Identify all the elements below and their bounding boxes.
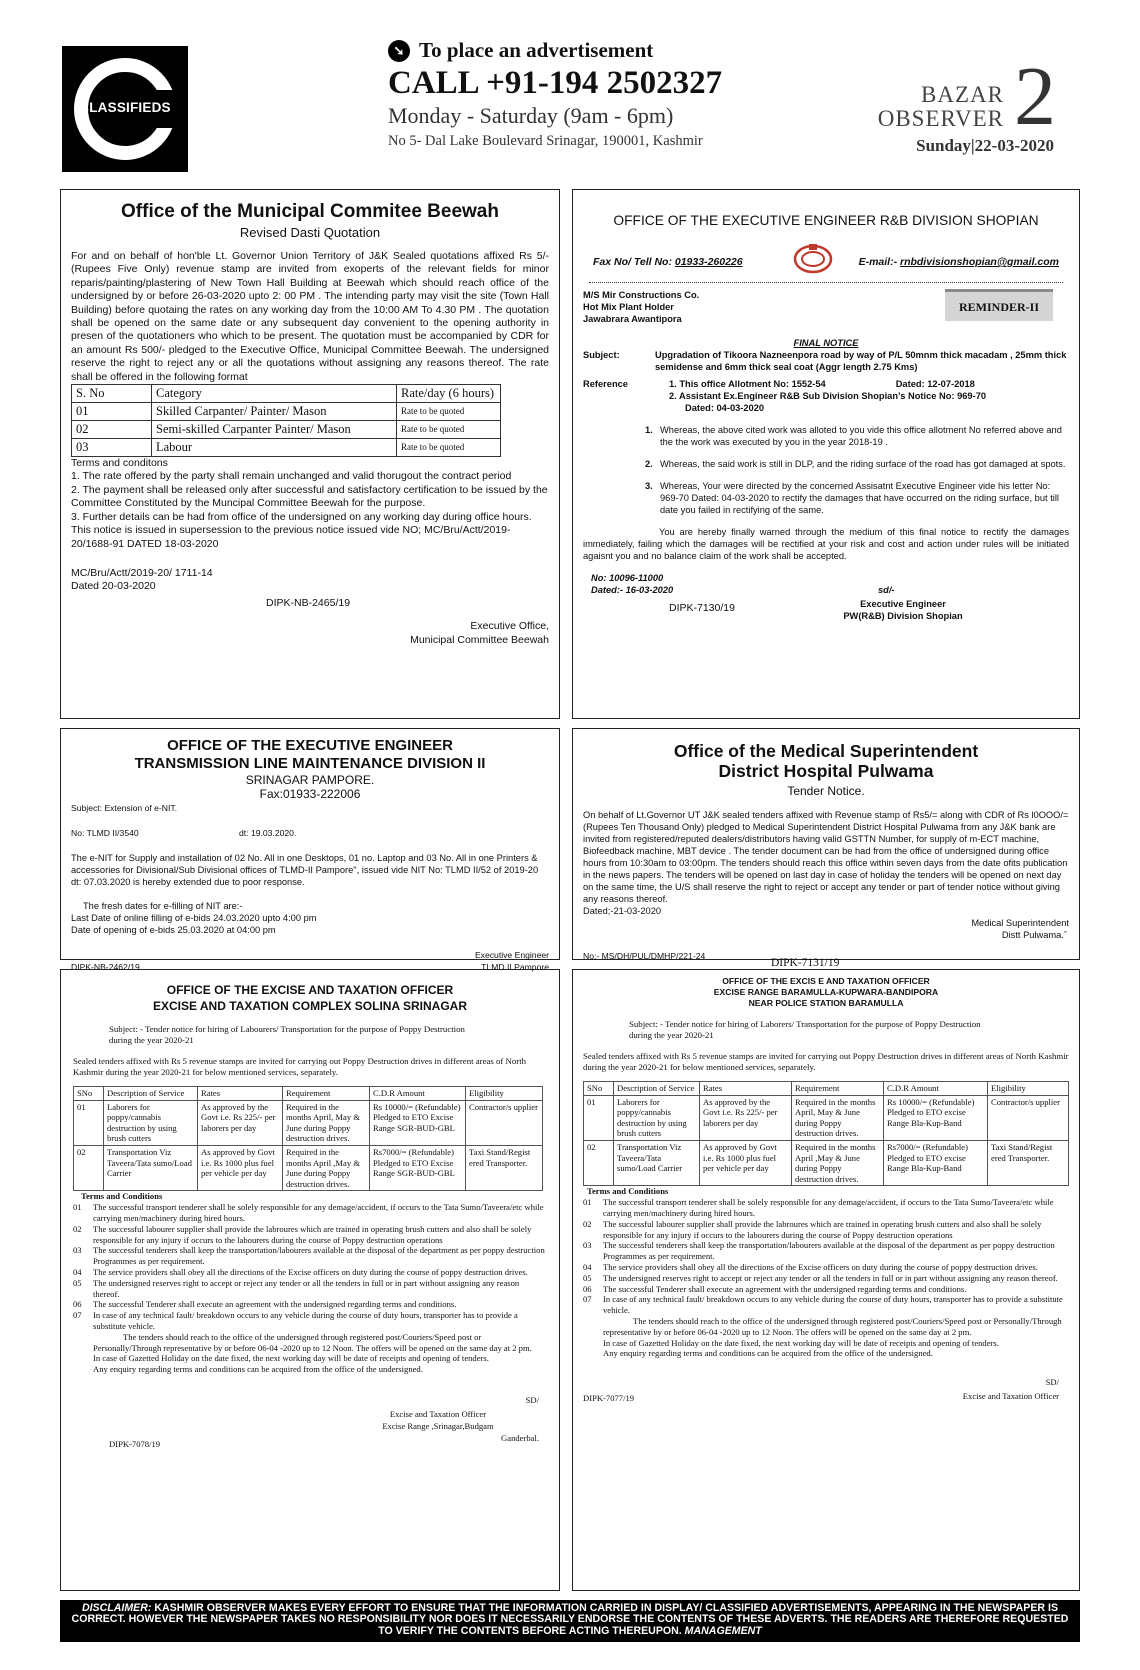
terms-block (73, 1191, 547, 1375)
sign-block (73, 1383, 547, 1459)
masthead (877, 50, 1070, 162)
cell: Required in the months April, May & June during Poppy destruction drives. (283, 1100, 370, 1145)
masthead-bazar: BAZAR (921, 82, 1004, 107)
ad-body: For and on behalf of hon'ble Lt. Governor Union Territory of J&K Sealed quotations affixed Rs 5/- (Rupees Five Only) revenue stamp are invited from exoperts of the relevant fields for minor reparis/painting/plastering of New Town Hall Building at Beewah which should reach office of the undersigned by or before 26-03-2020 upto 2: 00 PM . The intending party may visit the site (Town Hall Building) before quotaing the rates on any working day from the 10:00 AM To 4.30 PM . The quotation shall be opened on the same date or any subsequent day convenient to the opening authority in presen of the quotationers who which to be present. The quotation must be accompanied by CDR for an amount Rs 500/- pledged to the Executive Office, Municipal Committee Beewah. The undersigned reserve the right to reject any or all the quotations without assigning any reasons thereof. The rate shall be offered in the following format (71, 250, 549, 383)
terms-item (73, 1278, 547, 1300)
ref-number: No: TLMD II/3540 (71, 828, 139, 838)
final-warning: You are hereby finally warned through the medium of this final notice to rectify the damages immediately, failing which the damages will be rectified at your risk and cost and action under rules will be initiated agaisnt you and no balance claim of the work shall be accepted. (583, 527, 1069, 561)
terms-item (583, 1273, 1069, 1284)
col-header: Requirement (792, 1082, 884, 1096)
item-number: 03 (73, 1245, 82, 1256)
whereas-item (645, 424, 1069, 448)
terms-item (73, 1224, 547, 1246)
signatory-office: PW(R&B) Division Shopian (843, 611, 963, 621)
item-number: 01 (583, 1197, 592, 1208)
ad-title: OFFICE OF THE EXCISE AND TAXATION OFFICER (166, 983, 454, 997)
reference-item: 2. Assistant Ex.Engineer R&B Sub Division Shopian’s Notice No: 969-70 (669, 391, 987, 401)
item-number: 07 (73, 1310, 82, 1321)
addressee-block (583, 289, 1069, 335)
cell: Skilled Carpanter/ Painter/ Mason (152, 403, 397, 421)
col-header: Requirement (283, 1087, 370, 1101)
item-number: 3. (645, 481, 653, 491)
email-label: E-mail:- (858, 256, 900, 268)
notice-number: No: 10096-11000 (591, 573, 664, 583)
holiday-note: In case of Gazetted Holiday on the date fixed, the next working day will be date of receipts and opening of tenders. (93, 1353, 489, 1364)
cell: Required in the months April ,May & June during Poppy destruction drives. (792, 1140, 884, 1185)
whereas-list (583, 424, 1069, 516)
table-header-row (584, 1082, 1069, 1096)
item-text: Whereas, the above cited work was alloted to you vide this office allotment No referred above and the the work was executed by you in the year 2018-19 . (660, 425, 1062, 447)
table-row (72, 403, 501, 421)
terms-item: 3. Further details can be had from office of the undersigned on any working day during office hours. (71, 510, 532, 523)
cell: Rate to be quoted (397, 421, 501, 439)
ad-title: OFFICE OF THE EXCIS E AND TAXATION OFFICER (722, 976, 930, 986)
reference-row (71, 828, 549, 840)
item-number: 02 (583, 1218, 592, 1229)
ad-title-2: District Hospital Pulwama (718, 761, 934, 781)
disclaimer-bar (60, 1600, 1080, 1642)
item-number: 07 (583, 1294, 592, 1305)
cell: Semi-skilled Carpanter Painter/ Mason (152, 421, 397, 439)
dipk-number: DIPK-7077/19 (583, 1393, 635, 1404)
reference-date: Dated: 12-07-2018 (895, 379, 975, 389)
item-text: The undersigned reserves right to accept or reject any tender or all the tenders in full or in part without assigning any reason thereof. (93, 1277, 520, 1299)
ad-title-2: EXCISE RANGE BARAMULLA-KUPWARA-BANDIPORA (713, 987, 939, 997)
col-header: Description of Service (104, 1087, 198, 1101)
cell: 02 (584, 1140, 614, 1185)
intro: Sealed tenders affixed with Rs 5 revenue stamps are invited for carrying out Poppy Destruction drives in different areas of North Kashmir during the year 2020-21 for below mentioned services, separately. (73, 1056, 527, 1077)
terms-item (73, 1202, 547, 1224)
holiday-note: In case of Gazetted Holiday on the date fixed, the next working day will be date of receipts and opening of tenders. (603, 1337, 999, 1348)
reference-row (583, 378, 1069, 414)
signatory-title: Medical Superintendent (971, 918, 1069, 928)
masthead-observer: OBSERVER (877, 106, 1004, 131)
table-row (72, 421, 501, 439)
emblem-icon (793, 242, 833, 274)
page-number: 2 (1014, 50, 1056, 143)
item-text: The service providers shall obey all the directions of the Excise officers on duty during the course of poppy destruction drives. (93, 1266, 528, 1277)
terms-item (73, 1299, 547, 1310)
addressee-line: M/S Mir Constructions Co. (583, 290, 700, 300)
terms-item (73, 1245, 547, 1267)
col-header: Category (152, 385, 397, 403)
item-text: The successful labourer supplier shall provide the labroures which are trained in operating brush cutters and also shall be solely responsible for any injury if occurs to the labourers during the course of Poppy destruction operations (93, 1223, 532, 1245)
notice-date-row (583, 584, 1069, 596)
table-row (72, 439, 501, 457)
fax-label: Fax No/ Tell No: (593, 256, 675, 268)
col-header: C.D.R Amount (884, 1082, 988, 1096)
col-header: Description of Service (614, 1082, 700, 1096)
terms-item (583, 1284, 1069, 1295)
signatory-office: TLMD II Pampore (481, 962, 549, 972)
subject-row (583, 349, 1069, 373)
service-table (583, 1081, 1069, 1186)
logo-text: CLASSIFIEDS (79, 100, 171, 115)
signatory-office: Excise Range ,Srinagar,Budgam (382, 1420, 494, 1431)
signatory-place: Ganderbal. (501, 1432, 539, 1443)
item-text: The service providers shall obey all the directions of the Excise officers on duty during the course of poppy destruction drives. (603, 1261, 1038, 1272)
office-hours: Monday - Saturday (9am - 6pm) (388, 103, 674, 128)
ad-excise-srinagar (60, 969, 560, 1591)
item-text: The successful transport tenderer shall be solely responsible for any demage/accident, if occurs to the Tata Sumo/Taveera/etc while carrying men/machinery during hired hours. (603, 1197, 1054, 1218)
disclaimer-management: MANAGEMENT (684, 1624, 762, 1637)
item-number: 05 (583, 1272, 592, 1283)
arrow-icon: ➘ (388, 40, 410, 62)
ad-title-3: NEAR POLICE STATION BARAMULLA (748, 998, 904, 1008)
call-number[interactable]: CALL +91-194 2502327 (388, 65, 723, 101)
item-text: In case of any technical fault/ breakdown occurs to any vehicle during the course of duty hours, transporter has to provide a substitute vehicle. (93, 1310, 518, 1331)
terms-item (583, 1262, 1069, 1273)
notice-date: Dated;-21-03-2020 (583, 906, 662, 916)
cell: As approved by the Govt i.e. Rs 225/- per laborers per day (198, 1100, 283, 1145)
ref-number: No;- MS/DH/PUL/DMHP/221-24 (583, 951, 706, 961)
cell: Rs 10000/= (Refundable) Pledged to ETO excise Range Bla-Kup-Band (884, 1095, 988, 1140)
subject-label: Subject: (583, 350, 620, 360)
terms-heading: Terms and Conditions (587, 1186, 669, 1197)
terms-block (583, 1186, 1069, 1359)
col-header: Eligibility (466, 1087, 543, 1101)
col-header: S. No (72, 385, 152, 403)
issue-date: Sunday|22-03-2020 (916, 136, 1054, 155)
cell: Transportation Viz Taveera/Tata sumo/Load Carrier (104, 1145, 198, 1190)
sign-block (583, 1367, 1069, 1417)
col-header: Rates (700, 1082, 792, 1096)
terms-item (583, 1240, 1069, 1262)
cell: Transportation Viz Taveera/Tata sumo/Load Carrier (614, 1140, 700, 1185)
sd-mark: sd/- (878, 585, 895, 595)
table-header-row (74, 1087, 543, 1101)
cell: As approved by Govt i.e. Rs 1000 plus fuel per vehicle per day (700, 1140, 792, 1185)
item-number: 04 (583, 1261, 592, 1272)
item-number: 2. (645, 459, 653, 469)
item-text: In case of any technical fault/ breakdown occurs to any vehicle during the course of duty hours, transporter has to provide a substitute vehicle. (603, 1294, 1063, 1316)
item-number: 06 (73, 1299, 82, 1310)
cell: 02 (72, 421, 152, 439)
item-text: The undersigned reserves right to accept or reject any tender or all the tenders in full or in part without assigning any reason thereof. (603, 1272, 1058, 1283)
subject: Subject: Extension of e-NIT. (71, 803, 178, 813)
cell: As approved by Govt i.e. Rs 1000 plus fuel per vehicle per day (198, 1145, 283, 1190)
subject-text: Upgradation of Tikoora Nazneenpora road by way of P/L 50mnm thick macadam , 25mm thick semidense and 6mm thick seal coat (Aggr length 2.75 Kms) (655, 350, 1067, 372)
ad-municipal-committee-beewah (60, 189, 560, 719)
signatory-office: Distt Pulwama.ˆ (1001, 930, 1067, 940)
ref-number: MC/Bru/Actt/2019-20/ 1711-14 (71, 566, 213, 579)
col-header: C.D.R Amount (370, 1087, 466, 1101)
terms-item (583, 1197, 1069, 1219)
reference-label: Reference (583, 379, 628, 389)
terms-item: 2. The payment shall be released only after successful and satisfactory certification to be issued by the Committee Constituted by the Muncipal Committee Beewah for the purpose. (71, 483, 548, 510)
sign-block (583, 596, 1069, 628)
item-number: 04 (73, 1266, 82, 1277)
item-text: Whereas, Your were directed by the concerned Assisatnt Executive Engineer vide his letter No: 969-70 Dated: 04-03-2020 to rectify the damages that have occurred on the riding surface, but till date you failed in rectifying of the same. (660, 481, 1059, 515)
classifieds-logo (62, 46, 188, 172)
sd-mark: SD/ (1045, 1377, 1059, 1388)
reference-date: Dated: 04-03-2020 (685, 403, 765, 413)
reminder-badge: REMINDER-II (945, 289, 1053, 321)
dipk-number: DIPK-7078/19 (109, 1438, 161, 1449)
ad-body: On behalf of Lt.Governor UT J&K sealed tenders affixed with Revenue stamp of Rs5/= along with CDR of Rs l0OOO/=(Rupees Ten Thousand Only) pledged to Medical Superintendent District Hospital Pulwama from any J&K bank are invited from registered/reputed dealers/distributors having valid GSTTN Number, for supply of m-ECT machine, Biofeedback machine, MBT device . The tender document can be had from the office of undersigned during office hours from 10:30am to 03:00pm. The tenders should reach this office within seven days from the date ofits publication in the news papers. The tenders will be opened on last day in case of holiday the tenders will be opened on next day on the same time, the U/S shall reserve the right to reject or accept any tender or part of tender notice without giving any reasons thereof. (583, 810, 1069, 904)
col-header: Rate/day (6 hours) (397, 385, 501, 403)
ad-rnb-division-shopian (572, 189, 1080, 719)
ad-tlmd-ii-pampore (60, 728, 560, 972)
terms-item (73, 1267, 547, 1278)
ad-title-2: EXCISE AND TAXATION COMPLEX SOLINA SRINAGAR (152, 999, 467, 1013)
cell: Rate to be quoted (397, 403, 501, 421)
office-address: No 5- Dal Lake Boulevard Srinagar, 190001, Kashmir (388, 133, 703, 149)
fax-number: 01933-260226 (674, 256, 743, 268)
cell: 02 (74, 1145, 104, 1190)
cell: Contractor/s upplier (988, 1095, 1069, 1140)
opening-date: Date of opening of e-bids 25.03.2020 at 04:00 pm (71, 925, 276, 935)
last-date: Last Date of online filling of e-bids 24.03.2020 upto 4:00 pm (71, 913, 317, 923)
submission-note: The tenders should reach to the office of the undersigned through registered post/Couriers/Speed post or Personally/Through representative by or before 06-04 -2020 up to 12 Noon. The offers will be opened on the same day at 2 pm. (93, 1331, 532, 1353)
cell: 01 (74, 1100, 104, 1145)
signatory-title: Executive Engineer (474, 950, 549, 960)
disclaimer-label: DISCLAIMER: (81, 1602, 152, 1614)
item-number: 01 (73, 1202, 82, 1213)
disclaimer-text: KASHMIR OBSERVER MAKES EVERY EFFORT TO ENSURE THAT THE INFORMATION CARRIED IN DISPLAY/ CLASSIFIED ADVERTISEMENTS, APPEARING IN THE NEWSPAPER IS CORRECT. HOWEVER THE NEWSPAPER TAKES NO RESPONSIBILITY NOR DOES IT NECESSARILY ENDORSE THE CONTENTS OF THESE ADVERTS. THE READERS ARE THEREFORE REQUESTED TO VERIFY THE CONTENTS BEFORE ACTING THEREUPON. (71, 1602, 1069, 1637)
col-header: Eligibility (988, 1082, 1069, 1096)
ad-title: Office of the Medical Superintendent (673, 741, 979, 761)
cell: 03 (72, 439, 152, 457)
ad-title: Office of the Municipal Commitee Beewah (121, 201, 499, 222)
dipk-number: DIPK-7130/19 (669, 602, 735, 614)
cell: Contractor/s upplier (466, 1100, 543, 1145)
whereas-item (645, 458, 1069, 470)
ref-date: dt: 19.03.2020. (239, 828, 297, 838)
fresh-dates-label: The fresh dates for e-filling of NIT are:- (83, 901, 243, 911)
terms-item: 1. The rate offered by the party shall remain unchanged and valid thorugout the contract period (71, 470, 512, 483)
table-row (74, 1100, 543, 1145)
ad-title: OFFICE OF THE EXECUTIVE ENGINEER (167, 737, 453, 754)
item-number: 03 (583, 1240, 592, 1251)
col-header: SNo (584, 1082, 614, 1096)
cell: Rs7000/= (Refundable) Pledged to ETO excise Range Bla-Kup-Band (884, 1140, 988, 1185)
item-number: 05 (73, 1277, 82, 1288)
dipk-number: DIPK-NB-2462/19 (71, 962, 140, 972)
item-text: The successful Tenderer shall execute an agreement with the undersigned regarding terms and conditions. (93, 1299, 457, 1310)
enquiry-note: Any enquiry regarding terms and conditions can be acquired from the office of the undersigned. (603, 1348, 933, 1359)
dipk-number: DIPK-7131/19 (771, 957, 840, 969)
ad-title: OFFICE OF THE EXECUTIVE ENGINEER R&B DIVISION SHOPIAN (613, 213, 1039, 228)
cell: As approved by the Govt i.e. Rs 225/- per laborers per day (700, 1095, 792, 1140)
cell: Required in the months April, May & June during Poppy destruction drives. (792, 1095, 884, 1140)
terms-item (73, 1310, 547, 1332)
table-row (584, 1095, 1069, 1140)
terms-heading: Terms and Conditions (81, 1191, 163, 1202)
item-number: 02 (73, 1223, 82, 1234)
cell: Rs7000/= (Refundable) Pledged to ETO Excise Range SGR-BUD-GBL (370, 1145, 466, 1190)
ad-title-2: TRANSMISSION LINE MAINTENANCE DIVISION II (134, 755, 486, 772)
col-header: Rates (198, 1087, 283, 1101)
terms-item (583, 1219, 1069, 1241)
terms-item: This notice is issued in supersession to the previous notice issued vide NO; MC/Bru/Actt/2019-20/1688-91 DATED 18-03-2020 (71, 524, 511, 550)
item-text: The successful tenderers shall keep the transportation/labourers available at the disposal of the department as per poppy destruction Programmes as per requirement. (93, 1245, 545, 1267)
table-header-row (72, 385, 501, 403)
signatory-title: Executive Office, (470, 620, 549, 633)
notice-date: Dated:- 16-03-2020 (591, 585, 674, 595)
cell: Laborers for poppy/cannabis destruction by using brush cutters (614, 1095, 700, 1140)
cell: Required in the months April ,May & June during Poppy destruction drives. (283, 1145, 370, 1190)
whereas-item (645, 480, 1069, 516)
cell: 01 (584, 1095, 614, 1140)
enquiry-note: Any enquiry regarding terms and conditions can be acquired from the office of the undersigned. (93, 1364, 423, 1375)
terms-heading: Terms and conditons (71, 457, 168, 470)
addressee-line: Jawabrara Awantipora (583, 314, 682, 324)
subject: Subject: - Tender notice for hiring of Laborers/ Transportation for the purpose of Poppy Destruction during the year 2020-21 (629, 1019, 981, 1040)
col-header: SNo (74, 1087, 104, 1101)
contact-row (583, 238, 1069, 282)
terms-item (583, 1294, 1069, 1316)
email-line (859, 256, 1059, 269)
table-row (584, 1140, 1069, 1185)
ad-district-hospital-pulwama (572, 728, 1080, 969)
cell: Laborers for poppy/cannabis destruction by using brush cutters (104, 1100, 198, 1145)
item-text: Whereas, the said work is still in DLP, and the riding surface of the road has got damaged at spots. (660, 459, 1066, 469)
final-notice-label: FINAL NOTICE (793, 338, 859, 348)
table-row (74, 1145, 543, 1190)
fax-line (593, 256, 743, 269)
item-text: The successful tenderers shall keep the transportation/labourers available at the disposal of the department as per poppy destruction Programmes as per requirement. (603, 1240, 1055, 1262)
reference-item: 1. This office Allotment No: 1552-54 (669, 379, 826, 389)
cell: Taxi Stand/Regist ered Transporter. (988, 1140, 1069, 1185)
item-number: 1. (645, 425, 653, 435)
ad-body: The e-NIT for Supply and installation of 02 No. All in one Desktops, 01 no. Laptop and 03 No. All in one Printers & accessories for Divisional/Sub Divisional offices of TLMD-II Pampore", issued vide NIT No: TLMD II/52 of 2019-20 dt: 07.03.2020 is hereby extended due to poor response. (71, 853, 539, 887)
place-ad-text: To place an advertisement (419, 38, 654, 62)
cell: Taxi Stand/Regist ered Transporter. (466, 1145, 543, 1190)
ad-location: SRINAGAR PAMPORE. (245, 773, 375, 787)
ref-block (583, 947, 1069, 971)
signatory-title: Executive Engineer (860, 599, 946, 609)
item-text: The successful labourer supplier shall provide the labroures which are trained in operating brush cutters and also shall be solely responsible for any injury if occurs to the labourers during the course of Poppy destruction operations (603, 1218, 1042, 1240)
cell: Labour (152, 439, 397, 457)
signatory-office: Municipal Committee Beewah (410, 633, 549, 646)
cell: Rate to be quoted (397, 439, 501, 457)
cell: Rs 10000/= (Refundable) Pledged to ETO Excise Range SGR-BUD-GBL (370, 1100, 466, 1145)
signatory-title: Excise and Taxation Officer (389, 1408, 487, 1419)
ref-date: Dated 20-03-2020 (71, 580, 156, 593)
dipk-number: DIPK-NB-2465/19 (266, 596, 351, 609)
ad-excise-baramulla (572, 969, 1080, 1591)
signatory-title: Excise and Taxation Officer (962, 1391, 1059, 1402)
addressee-line: Hot Mix Plant Holder (583, 302, 674, 312)
submission-note: The tenders should reach to the office of the undersigned through registered post/Couriers/Speed post or Personally/Through representative by or before 06-04 -2020 up to 12 Noon. The offers will be opened on the same day at 2 pm. (603, 1315, 1062, 1337)
ad-subtitle: Tender Notice. (787, 784, 865, 798)
item-text: The successful transport tenderer shall be solely responsible for any demage/accident, if occurs to the Tata Sumo/Taveera/etc while carrying men/machinery during hired hours. (93, 1202, 544, 1223)
rate-table (71, 384, 501, 457)
subject: Subject: - Tender notice for hiring of Labourers/ Transportation for the purpose of Poppy Destruction during the year 2020-21 (109, 1024, 465, 1045)
item-number: 06 (583, 1283, 592, 1294)
intro: Sealed tenders affixed with Rs 5 revenue stamps are invited for carrying out Poppy Destruction drives in different areas of North Kashmir during the year 2020-21 for below mentioned services, separately. (583, 1051, 1069, 1072)
email-address[interactable]: rnbdivisionshopian@gmail.com (899, 256, 1059, 268)
cell: 01 (72, 403, 152, 421)
service-table (73, 1086, 543, 1191)
sd-mark: SD/ (525, 1394, 539, 1405)
ad-subtitle: Revised Dasti Quotation (239, 225, 381, 240)
advert-contact-header (388, 38, 848, 150)
ad-fax: Fax:01933-222006 (259, 787, 361, 801)
item-text: The successful Tenderer shall execute an agreement with the undersigned regarding terms and conditions. (603, 1283, 967, 1294)
